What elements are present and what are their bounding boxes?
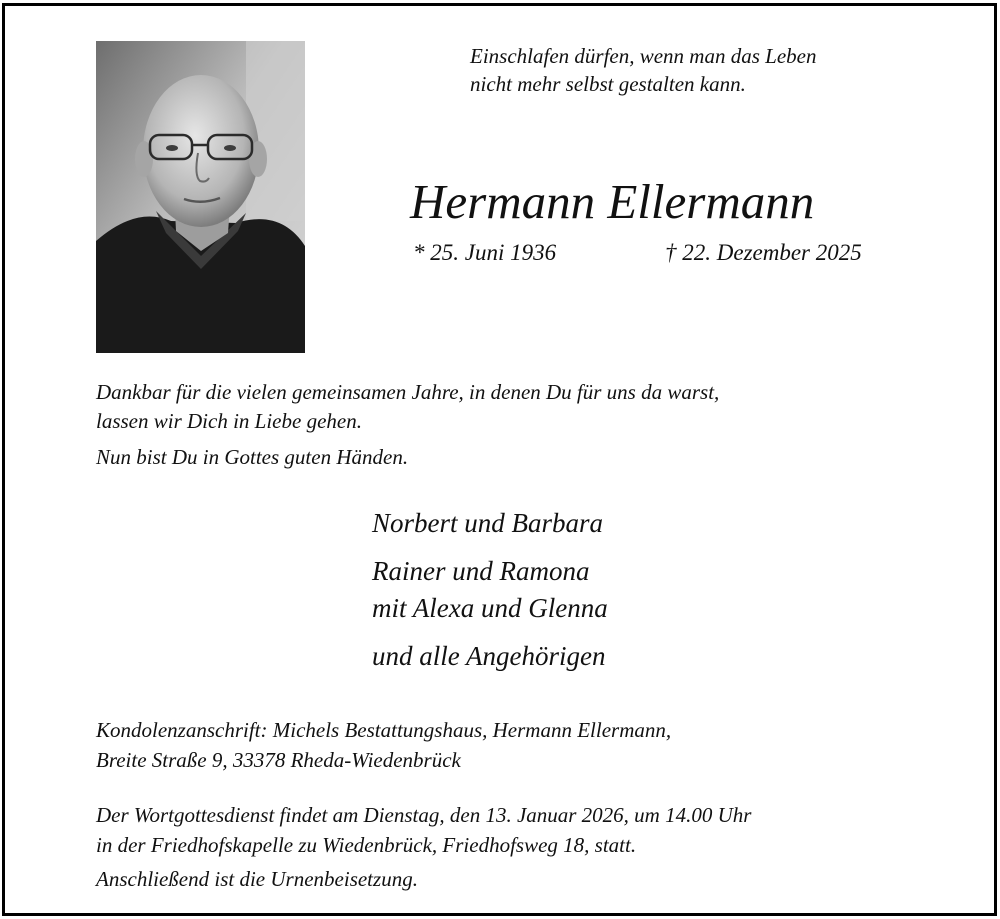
condolence-line: Breite Straße 9, 33378 Rheda-Wiedenbrück (96, 748, 461, 772)
mourners-list (372, 505, 822, 675)
condolence-address (96, 715, 956, 775)
mourner-line: und alle Angehörigen (372, 641, 606, 671)
service-line: Anschließend ist die Urnenbeisetzung. (96, 867, 418, 891)
portrait-illustration (96, 41, 305, 353)
gratitude-line: Dankbar für die vielen gemeinsamen Jahre, in denen Du für uns da warst, (96, 380, 720, 404)
gratitude-text (96, 378, 926, 472)
mourner-line: Rainer und Ramona (372, 556, 590, 586)
mourner-line: Norbert und Barbara (372, 508, 604, 538)
motto-line: Einschlafen dürfen, wenn man das Leben (470, 44, 817, 68)
death-date: † 22. Dezember 2025 (665, 240, 862, 265)
service-info (96, 800, 956, 894)
portrait-photo (96, 41, 305, 353)
deceased-name: Hermann Ellermann (410, 174, 815, 229)
service-line: in der Friedhofskapelle zu Wiedenbrück, Friedhofsweg 18, statt. (96, 833, 637, 857)
birth-date: * 25. Juni 1936 (413, 240, 557, 265)
condolence-line: Kondolenzanschrift: Michels Bestattungshaus, Hermann Ellermann, (96, 718, 672, 742)
gratitude-line: Nun bist Du in Gottes guten Händen. (96, 445, 409, 469)
motto-line: nicht mehr selbst gestalten kann. (470, 72, 746, 96)
service-line: Der Wortgottesdienst findet am Dienstag, den 13. Januar 2026, um 14.00 Uhr (96, 803, 752, 827)
gratitude-line: lassen wir Dich in Liebe gehen. (96, 409, 362, 433)
motto-quote (470, 42, 890, 98)
mourner-line: mit Alexa und Glenna (372, 593, 608, 623)
